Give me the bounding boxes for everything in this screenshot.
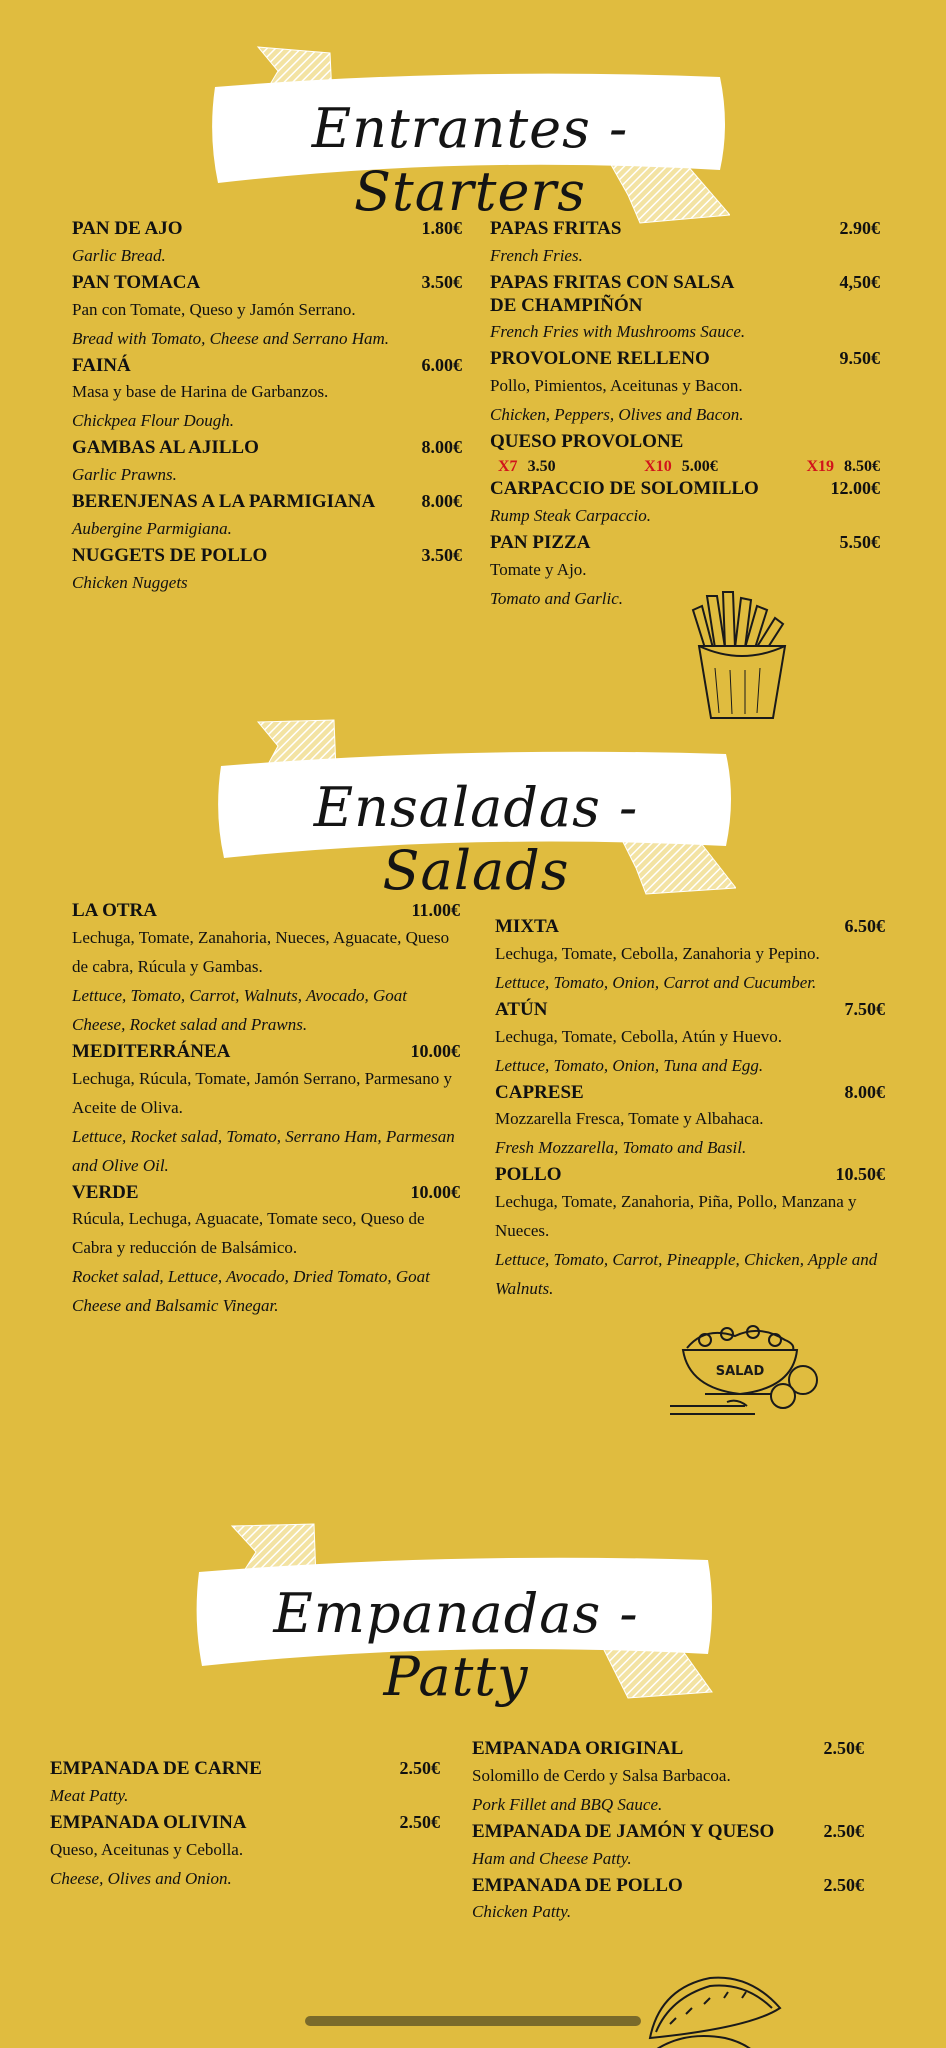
item-name: EMPANADA DE JAMÓN Y QUESO — [472, 1820, 775, 1842]
size-option — [498, 458, 556, 476]
menu-item — [490, 218, 880, 270]
item-name: FAINÁ — [72, 354, 131, 376]
item-desc-en: French Fries. — [490, 245, 583, 265]
menu-item — [495, 999, 885, 1080]
item-name: VERDE — [72, 1181, 139, 1203]
item-price: 2.50€ — [823, 1738, 864, 1758]
salad-bowl-label: SALAD — [715, 1364, 765, 1379]
item-price: 5.50€ — [839, 531, 880, 552]
item-price: 6.00€ — [421, 354, 462, 375]
starters-right-column — [490, 218, 880, 615]
item-price: 8.00€ — [844, 1081, 885, 1102]
item-desc-en: Rump Steak Carpaccio. — [490, 505, 651, 525]
item-desc-en: Lettuce, Tomato, Onion, Tuna and Egg. — [495, 1055, 764, 1075]
item-price: 3.50€ — [421, 271, 462, 292]
starters-left-column — [72, 218, 462, 599]
item-desc-es: Queso, Aceitunas y Cebolla. — [50, 1839, 244, 1859]
item-price: 2.50€ — [399, 1758, 440, 1778]
item-desc-en: Ham and Cheese Patty. — [472, 1848, 632, 1868]
size-label: X10 — [644, 457, 672, 475]
menu-item — [472, 1821, 864, 1873]
item-price: 2.50€ — [823, 1874, 864, 1895]
provolone-sizes — [490, 454, 880, 476]
menu-item — [490, 478, 880, 530]
item-name: EMPANADA DE CARNE — [50, 1758, 262, 1779]
item-name: LA OTRA — [72, 900, 157, 921]
item-name: GAMBAS AL AJILLO — [72, 437, 259, 459]
salads-right-column — [495, 916, 885, 1305]
empanada-icon — [630, 1968, 790, 2048]
item-desc-en: Meat Patty. — [50, 1785, 129, 1805]
item-name: BERENJENAS A LA PARMIGIANA — [72, 491, 376, 513]
item-name: MIXTA — [495, 916, 560, 937]
menu-item — [490, 431, 880, 476]
item-name: PAPAS FRITAS CON SALSA DE CHAMPIÑÓN — [490, 271, 734, 316]
item-desc-es: Solomillo de Cerdo y Salsa Barbacoa. — [472, 1765, 731, 1785]
item-desc-es: Lechuga, Tomate, Cebolla, Atún y Huevo. — [495, 1026, 782, 1046]
item-name: PAPAS FRITAS — [490, 218, 622, 239]
item-desc-es: Masa y base de Harina de Garbanzos. — [72, 382, 329, 402]
item-name: EMPANADA DE POLLO — [472, 1874, 683, 1896]
item-desc-en: Bread with Tomato, Cheese and Serrano Ham. — [72, 328, 390, 348]
item-name: POLLO — [495, 1164, 562, 1186]
menu-item — [495, 916, 885, 997]
menu-item — [72, 437, 462, 489]
size-label: X19 — [806, 457, 834, 475]
size-option — [644, 458, 718, 476]
item-desc-es: Lechuga, Tomate, Zanahoria, Nueces, Aguacate, Queso de cabra, Rúcula y Gambas. — [72, 927, 450, 976]
home-indicator[interactable] — [305, 2016, 641, 2026]
menu-item — [72, 491, 462, 543]
item-desc-en: Aubergine Parmigiana. — [72, 518, 232, 538]
item-name: EMPANADA OLIVINA — [50, 1811, 247, 1833]
item-desc-en: Tomato and Garlic. — [490, 588, 624, 608]
item-price: 6.50€ — [844, 916, 885, 936]
item-price: 1.80€ — [421, 218, 462, 238]
menu-item — [72, 272, 462, 353]
menu-item — [72, 355, 462, 436]
item-desc-es: Lechuga, Tomate, Cebolla, Zanahoria y Pepino. — [495, 943, 820, 963]
empanadas-banner — [196, 1522, 716, 1708]
item-price: 10.50€ — [835, 1164, 885, 1185]
item-price: 10.00€ — [410, 1181, 460, 1202]
item-desc-es: Lechuga, Tomate, Zanahoria, Piña, Pollo, Manzana y Nueces. — [495, 1192, 857, 1241]
salads-banner — [216, 718, 736, 902]
section-title: Entrantes - Starters — [311, 97, 629, 223]
item-name: MEDITERRÁNEA — [72, 1040, 231, 1062]
item-price: 7.50€ — [844, 998, 885, 1019]
item-price: 12.00€ — [830, 477, 880, 498]
item-name: CARPACCIO DE SOLOMILLO — [490, 477, 759, 499]
menu-item — [72, 545, 462, 597]
item-price: 8.00€ — [421, 437, 462, 458]
item-desc-es: Rúcula, Lechuga, Aguacate, Tomate seco, Queso de Cabra y reducción de Balsámico. — [72, 1209, 425, 1258]
size-price: 5.00€ — [681, 457, 718, 475]
size-option — [806, 458, 880, 476]
item-desc-en: Rocket salad, Lettuce, Avocado, Dried Tomato, Goat Cheese and Balsamic Vinegar. — [72, 1267, 430, 1316]
item-desc-en: Garlic Bread. — [72, 245, 166, 265]
menu-item — [495, 1082, 885, 1163]
salad-bowl-icon — [665, 1318, 830, 1423]
menu-item — [472, 1738, 864, 1819]
size-price: 8.50€ — [844, 457, 880, 475]
menu-item — [490, 272, 880, 347]
menu-item — [472, 1875, 864, 1927]
section-title: Ensaladas - Salads — [313, 776, 639, 902]
item-desc-en: French Fries with Mushrooms Sauce. — [490, 322, 746, 342]
item-name: CAPRESE — [495, 1081, 584, 1103]
item-price: 4,50€ — [839, 271, 880, 292]
menu-item — [490, 348, 880, 429]
item-name: QUESO PROVOLONE — [490, 431, 684, 453]
item-price: 3.50€ — [421, 544, 462, 565]
item-desc-en: Lettuce, Tomato, Onion, Carrot and Cucumber. — [495, 972, 817, 992]
item-name: NUGGETS DE POLLO — [72, 544, 268, 566]
french-fries-icon — [685, 588, 800, 723]
item-desc-es: Mozzarella Fresca, Tomate y Albahaca. — [495, 1109, 764, 1129]
menu-item — [72, 900, 460, 1039]
salads-left-column — [72, 900, 460, 1322]
menu-item — [50, 1758, 440, 1810]
item-desc-en: Lettuce, Tomato, Carrot, Walnuts, Avocado, Goat Cheese, Rocket salad and Prawns. — [72, 985, 407, 1034]
item-desc-en: Cheese, Olives and Onion. — [50, 1868, 232, 1888]
starters-banner — [210, 45, 730, 225]
menu-item — [72, 1182, 460, 1321]
item-name: PAN PIZZA — [490, 531, 591, 553]
menu-item — [72, 1041, 460, 1180]
empanadas-right-column — [472, 1738, 864, 1928]
item-price: 10.00€ — [410, 1040, 460, 1061]
item-price: 8.00€ — [421, 491, 462, 512]
item-price: 9.50€ — [839, 348, 880, 369]
item-name: EMPANADA ORIGINAL — [472, 1738, 684, 1759]
item-desc-en: Fresh Mozzarella, Tomato and Basil. — [495, 1138, 747, 1158]
section-title: Empanadas - Patty — [273, 1582, 639, 1708]
item-desc-en: Lettuce, Tomato, Carrot, Pineapple, Chicken, Apple and Walnuts. — [495, 1250, 878, 1299]
menu-item — [50, 1812, 440, 1893]
item-desc-en: Chickpea Flour Dough. — [72, 411, 234, 431]
item-name: ATÚN — [495, 998, 548, 1020]
empanadas-left-column — [50, 1758, 440, 1895]
item-price: 11.00€ — [411, 900, 460, 920]
item-desc-en: Garlic Prawns. — [72, 465, 177, 485]
size-price: 3.50 — [527, 457, 556, 475]
item-price: 2.50€ — [399, 1811, 440, 1832]
item-name: PAN TOMACA — [72, 271, 201, 293]
item-price: 2.90€ — [839, 218, 880, 238]
menu-item — [72, 218, 462, 270]
item-desc-es: Pollo, Pimientos, Aceitunas y Bacon. — [490, 376, 743, 396]
item-desc-en: Chicken Patty. — [472, 1902, 572, 1922]
item-name: PROVOLONE RELLENO — [490, 348, 710, 370]
item-desc-es: Pan con Tomate, Queso y Jamón Serrano. — [72, 299, 356, 319]
item-desc-en: Chicken, Peppers, Olives and Bacon. — [490, 405, 744, 425]
item-desc-en: Lettuce, Rocket salad, Tomato, Serrano Ham, Parmesan and Olive Oil. — [72, 1126, 455, 1175]
menu-item — [495, 1164, 885, 1303]
item-desc-es: Lechuga, Rúcula, Tomate, Jamón Serrano, Parmesano y Aceite de Oliva. — [72, 1068, 452, 1117]
item-name: PAN DE AJO — [72, 218, 183, 239]
item-price: 2.50€ — [823, 1820, 864, 1841]
size-label: X7 — [498, 457, 518, 475]
item-desc-en: Pork Fillet and BBQ Sauce. — [472, 1794, 663, 1814]
item-desc-es: Tomate y Ajo. — [490, 559, 587, 579]
item-desc-en: Chicken Nuggets — [72, 572, 188, 592]
